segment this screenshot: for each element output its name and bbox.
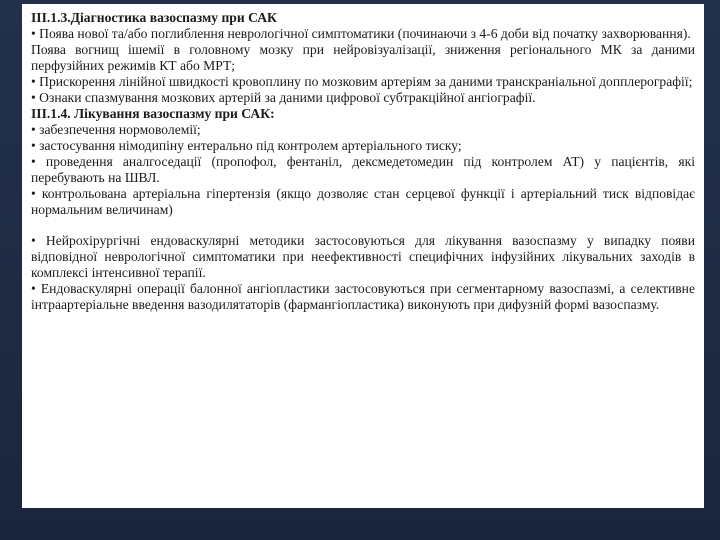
intervention-item: • Нейрохірургічні ендоваскулярні методики застосовуються для лікування вазоспазму у випадку появи відповідної неврологічної симптоматики при неефективності специфічних інфузійних лікувальних заходів в комплексі інтенсивної терапії. xyxy=(31,233,695,280)
treatment-item: • контрольована артеріальна гіпертензія (якщо дозволяє стан серцевої функції і артеріальний тиск відповідає нормальним величинам) xyxy=(31,186,695,217)
section-heading-diagnostics: ІІІ.1.3.Діагностика вазоспазму при САК xyxy=(31,10,277,25)
treatment-item: • забезпечення нормоволемії; xyxy=(31,122,201,137)
treatment-item: • проведення аналгоседації (пропофол, фентаніл, дексмедетомедин під контролем АТ) у пацієнтів, які перебувають на ШВЛ. xyxy=(31,154,695,185)
diagnostics-item: • Ознаки спазмування мозкових артерій за даними цифрової субтракційної ангіографії. xyxy=(31,90,536,105)
intervention-item: • Ендоваскулярні операції балонної ангіопластики застосовуються при сегментарному вазоспазмі, а селективне інтраартеріальне введення вазодилятаторів (фармангіопластика) виконують при дифузній формі вазоспазму. xyxy=(31,281,695,312)
section-heading-treatment: ІІІ.1.4. Лікування вазоспазму при САК: xyxy=(31,106,275,121)
diagnostics-item: • Поява нової та/або поглиблення неврологічної симптоматики (починаючи з 4-6 доби від початку захворювання). xyxy=(31,26,691,41)
paragraph-spacer xyxy=(31,218,695,233)
diagnostics-item: Поява вогнищ ішемії в головному мозку при нейровізуалізації, зниження регіонального МК за даними перфузійних режимів КТ або МРТ; xyxy=(31,42,695,73)
treatment-item: • застосування німодипіну ентерально під контролем артеріального тиску; xyxy=(31,138,462,153)
document-page xyxy=(22,4,704,508)
diagnostics-item: • Прискорення лінійної швидкості кровоплину по мозковим артеріям за даними транскраніальної допплерографії; xyxy=(31,74,693,89)
